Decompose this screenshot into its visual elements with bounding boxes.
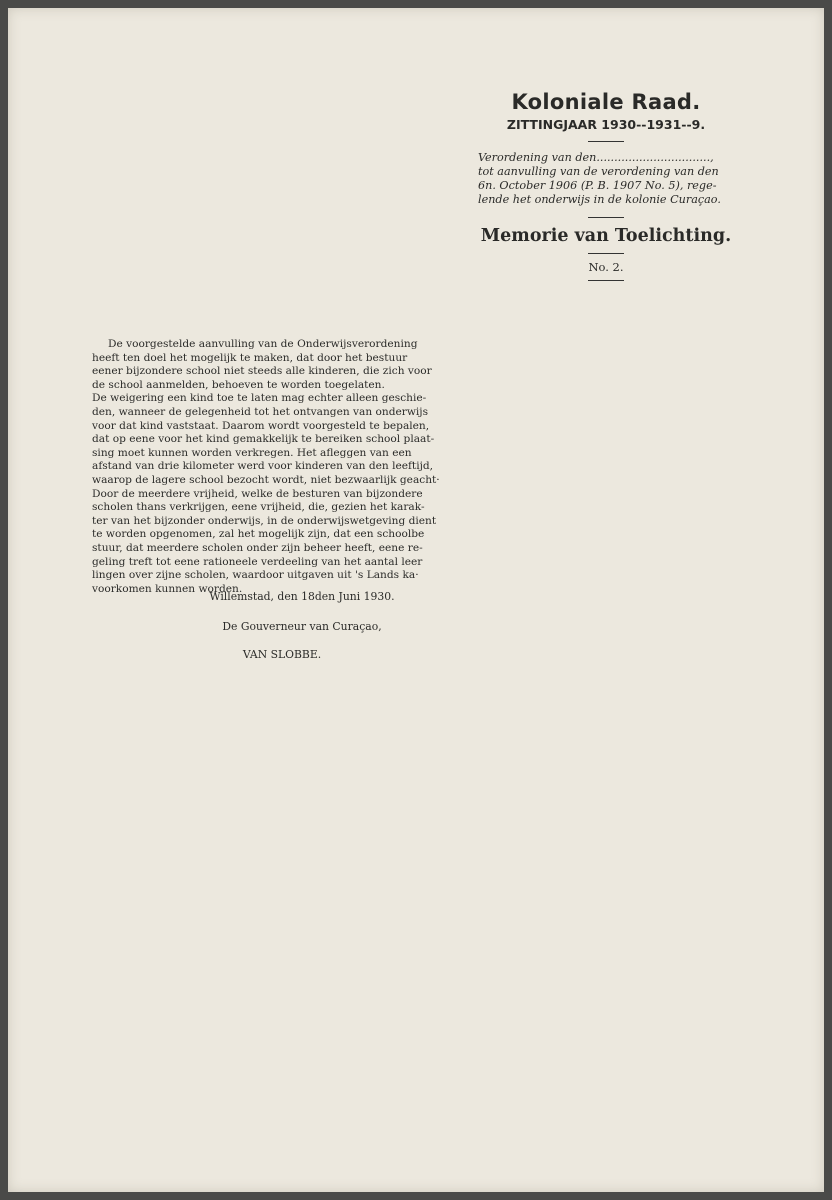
divider xyxy=(588,253,624,254)
divider xyxy=(588,141,624,142)
governor-title: De Gouverneur van Curaçao, xyxy=(222,620,382,633)
divider xyxy=(588,280,624,281)
text-line: geling treft tot eene rationeele verdeeling van het aantal leer xyxy=(92,555,423,568)
text-line: De weigering een kind toe te laten mag echter alleen geschie- xyxy=(92,392,427,405)
text-line: ter van het bijzonder onderwijs, in de onderwijswetgeving dient xyxy=(92,514,437,527)
ordinance-line: 6n. October 1906 (P. B. 1907 No. 5), rege- xyxy=(478,179,717,192)
text-line: Door de meerdere vrijheid, welke de besturen van bijzondere xyxy=(92,487,423,500)
document-page xyxy=(8,8,824,1192)
text-line: afstand van drie kilometer werd voor kinderen van den leeftijd, xyxy=(92,460,434,473)
ordinance-description xyxy=(470,151,742,207)
place-date: Willemstad, den 18den Juni 1930. xyxy=(209,590,395,603)
ordinance-line: tot aanvulling van de verordening van den xyxy=(478,165,719,178)
document-number: No. 2. xyxy=(588,260,624,274)
text-line: te worden opgenomen, zal het mogelijk zijn, dat een schoolbe xyxy=(92,528,425,541)
text-line: voor dat kind vaststaat. Daarom wordt voorgesteld te bepalen, xyxy=(92,419,430,432)
text-line: De voorgestelde aanvulling van de Onderwijsverordening xyxy=(108,338,418,350)
ordinance-line: Verordening van den................................, xyxy=(478,151,714,164)
text-line: heeft ten doel het mogelijk te maken, dat door het bestuur xyxy=(92,351,408,364)
memorie-heading: Memorie van Toelichting. xyxy=(480,226,732,246)
text-line: scholen thans verkrijgen, eene vrijheid, die, gezien het karak- xyxy=(92,501,425,514)
session-year: ZITTINGJAAR 1930--1931--9. xyxy=(506,117,706,132)
explanation-text xyxy=(92,338,440,596)
ordinance-line: lende het onderwijs in de kolonie Curaçao. xyxy=(478,193,721,206)
divider xyxy=(588,217,624,218)
text-line: dat op eene voor het kind gemakkelijk te bereiken school plaat- xyxy=(92,433,435,446)
council-title: Koloniale Raad. xyxy=(511,90,701,114)
text-line: de school aanmelden, behoeven te worden toegelaten. xyxy=(92,378,385,391)
text-line: sing moet kunnen worden verkregen. Het afleggen van een xyxy=(92,446,412,459)
text-line: eener bijzondere school niet steeds alle kinderen, die zich voor xyxy=(92,365,432,378)
document-header xyxy=(470,90,742,290)
text-line: lingen over zijne scholen, waardoor uitgaven uit 's Lands ka· xyxy=(92,569,419,582)
text-line: den, wanneer de gelegenheid tot het ontvangen van onderwijs xyxy=(92,405,429,418)
text-line: stuur, dat meerdere scholen onder zijn beheer heeft, eene re- xyxy=(92,541,423,554)
governor-name: VAN SLOBBE. xyxy=(242,648,322,661)
text-line: waarop de lagere school bezocht wordt, niet bezwaarlijk geacht· xyxy=(92,473,440,486)
text-line: voorkomen kunnen worden. xyxy=(92,582,243,595)
